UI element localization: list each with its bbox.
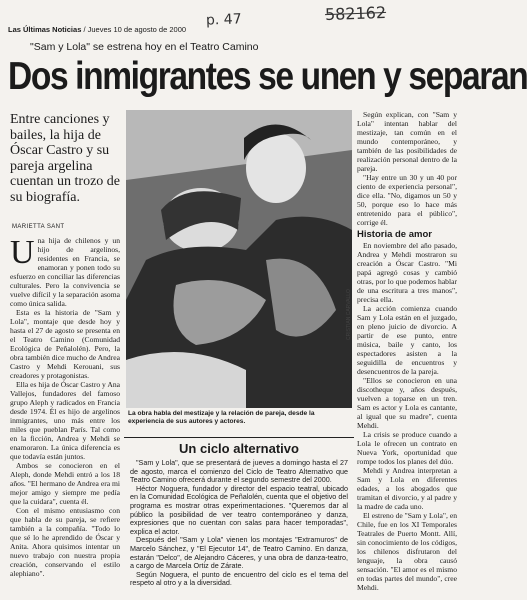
publication-date: / Jueves 10 de agosto de 2000 xyxy=(83,25,187,34)
byline: MARIETTA SANT xyxy=(12,224,65,230)
paragraph: Después del "Sam y Lola" vienen los montajes "Extramuros" de Marcelo Sánchez, y "El Ejecutor 14", de Teatro Camino. En danza, estarán "Delco", de Alejandro Cáceres, y una obra de danza-teatro, a cargo de Marcela Ortiz de Zárate. xyxy=(130,535,348,571)
handwritten-archive-code: 582162 xyxy=(324,2,387,25)
newspaper-name: Las Últimas Noticias xyxy=(8,25,82,34)
masthead xyxy=(8,25,186,34)
paragraph: Esta es la historia de "Sam y Lola", montaje que desde hoy y hasta el 27 de agosto se presenta en el Teatro Camino (Comunidad Ecológica de Peñalolén). Pero, la obra también dice mucho de Andrea Castro y Mehdi Kerouani, sus creadores y protagonistas. xyxy=(10,308,120,380)
paragraph: Ambos se conocieron en el Aleph, donde Mehdi entró a los 18 años. "El hermano de Andrea era mi mejor amigo y siempre me pedía que la cuidara", cuenta él. xyxy=(10,461,121,506)
paragraph: La acción comienza cuando Sam y Lola están en el juzgado, en pleno juicio de divorcio. A partir de ese punto, entre música, baile y canto, los espectadores asisten a la seguidilla de encuentros y desencuentros de la pareja. xyxy=(357,304,457,376)
section-heading: Historia de amor xyxy=(357,229,432,240)
photo-illustration xyxy=(126,110,352,408)
photo-credit: CRISTIAN CARVALLO xyxy=(346,289,352,340)
sidebar-text xyxy=(130,459,348,588)
left-column xyxy=(10,236,120,596)
paragraph: Con el mismo entusiasmo con que habla de su pareja, se refiere también a la compañía. "Todo lo que sé lo he aprendido de Óscar y Anita. Ahora quisimos intentar un nuevo trabajo con nuestra propia creación, conservando el estilo alephiano". xyxy=(10,506,120,578)
paragraph: Según Noguera, el punto de encuentro del ciclo es el tema del respeto al otro y a la diversidad. xyxy=(130,569,348,588)
paragraph: Ella es hija de Óscar Castro y Ana Vallejos, fundadores del famoso grupo Aleph y radicados en Francia desde 1974. Él es hijo de argelinos inmigrantes, uno más entre los miles que pueblan París. Tal como en la ficción, Andrea y Mehdi se enamoraron. La única diferencia es que todavía están juntos. xyxy=(10,380,120,461)
article-photo xyxy=(126,110,352,408)
paragraph: La crisis se produce cuando a Lola le ofrecen un contrato en Nueva York, oportunidad que rompe todos los planes del dúo. xyxy=(357,430,457,466)
paragraph: En noviembre del año pasado, Andrea y Mehdi mostraron su creación a Óscar Castro. "Mi papá agregó cosas y cambió otras, por lo que podemos hablar de una escritura a tres manos", precisa ella. xyxy=(357,241,457,304)
kicker: "Sam y Lola" se estrena hoy en el Teatro Camino xyxy=(30,41,259,53)
paragraph: Según explican, con "Sam y Lola" intentan hablar del mestizaje, tan común en el mundo contemporáneo, y también de las posibilidades de realización personal dentro de la pareja. xyxy=(357,110,457,173)
subhead: Entre canciones y bailes, la hija de Óscar Castro y su pareja argelina cuentan un trozo de su biografía. xyxy=(10,112,121,205)
paragraph: Mehdi y Andrea interpretan a Sam y Lola en diferentes edades, a los abogados que tramitan el divorcio, y al padre y la madre de cada uno. xyxy=(357,466,457,511)
drop-cap: U xyxy=(10,234,35,271)
paragraph: Héctor Noguera, fundador y director del espacio teatral, ubicado en la Comunidad Ecológica de Peñalolén, cuenta que el objetivo del programa es mostrar otras experimentaciones. "Queremos dar al público la posibilidad de ver teatro contemporáneo y danza, expresiones que no cuentan con salas para hacer temporadas", explica el actor. xyxy=(130,483,348,536)
paragraph: "Hay entre un 30 y un 40 por ciento de experiencia personal", dice ella. "No, digamos un 50 y 50, porque eso lo hace más entretenido para el público", corrige él. xyxy=(357,173,457,227)
sidebar-box xyxy=(124,437,354,598)
paragraph: El estreno de "Sam y Lola", en Chile, fue en los XI Temporales Teatrales de Puerto Montt. Allí, sin conocimiento de los códigos, los chilenos disfrutaron del lenguaje, la obra causó sensación. "El amor es el mismo en todas partes del mundo", cree Mehdi. xyxy=(357,511,457,592)
right-column xyxy=(357,110,457,598)
paragraph: na hija de chilenos y un hijo de argelinos, residentes en Francia, se enamoran y ponen todo su esfuerzo en conciliar las diferencias culturales. Pero la convivencia se vuelve difícil y la separación asoma como única salida. xyxy=(10,236,120,308)
sidebar-title: Un ciclo alternativo xyxy=(179,441,299,456)
handwritten-page-number: p. 47 xyxy=(205,11,242,29)
paragraph: "Sam y Lola", que se presentará de jueves a domingo hasta el 27 de agosto, marca el comienzo del Ciclo de Teatro Alternativo que Teatro Camino ofrecerá durante el segundo semestre del 2000. xyxy=(130,458,348,485)
photo-caption: La obra habla del mestizaje y la relación de pareja, desde la experiencia de sus autores y actores. xyxy=(128,410,315,425)
headline: Dos inmigrantes se unen y separan xyxy=(8,55,527,98)
paragraph: "Ellos se conocieron en una discotheque y, años después, vuelven a toparse en un tren. Sam es actor y Lola es cantante, al igual que su madre", cuenta Mehdi. xyxy=(357,376,457,430)
